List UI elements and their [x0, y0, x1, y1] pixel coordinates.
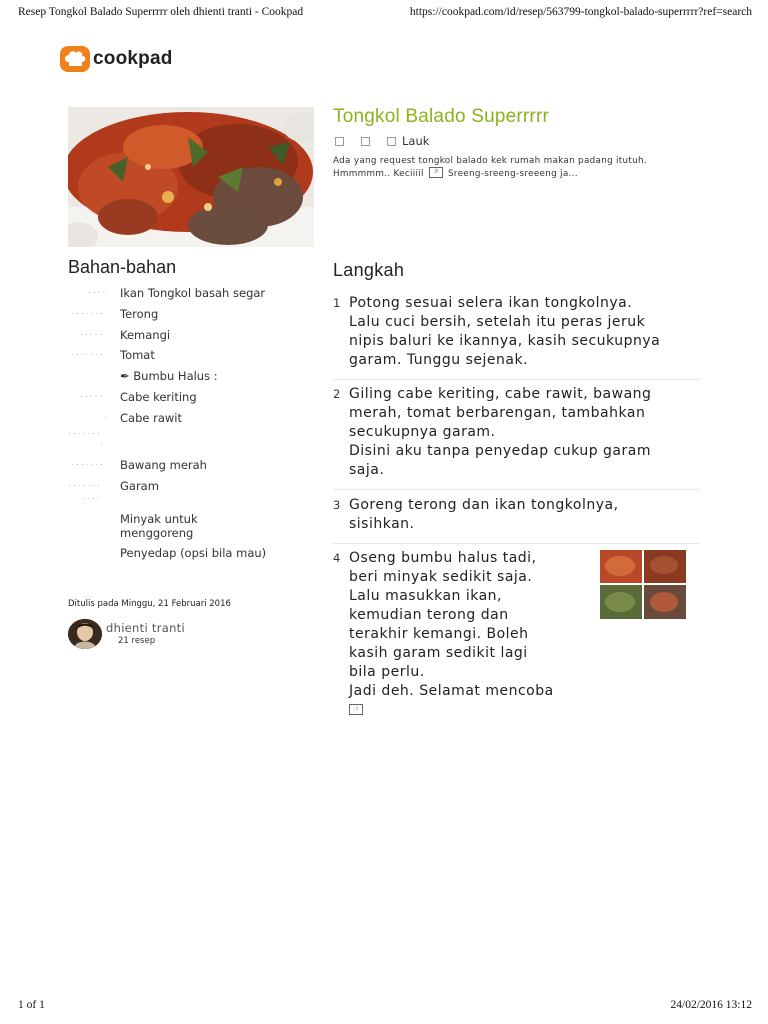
step-number: 1 — [333, 296, 341, 310]
recipe-title: Tongkol Balado Superrrrr — [333, 106, 550, 127]
step-divider — [333, 543, 700, 544]
print-header-title: Resep Tongkol Balado Superrrrr oleh dhienti tranti - Cookpad — [18, 6, 304, 18]
placeholder-glyph-icon — [361, 137, 370, 146]
placeholder-glyph-icon — [387, 137, 396, 146]
emoji-icon: :P — [429, 167, 443, 178]
print-footer-datetime: 24/02/2016 13:12 — [670, 999, 752, 1011]
recipe-description — [333, 155, 703, 181]
step-number: 3 — [333, 498, 341, 512]
recipe-category[interactable]: Lauk — [402, 134, 430, 148]
step-number: 2 — [333, 387, 341, 401]
recipe-description-part1: Ada yang request tongkol balado kek rumah makan padang itutuh. Hmmmmm.. Keciiiil — [333, 156, 648, 179]
emoji-icon: :) — [349, 704, 363, 715]
logo-text: cookpad — [93, 48, 173, 69]
steps-heading: Langkah — [333, 260, 405, 280]
recipe-description-part2: Sreeng-sreeng-sreeeng ja... — [447, 169, 578, 179]
avatar[interactable] — [68, 619, 102, 649]
cookpad-logo[interactable] — [60, 44, 173, 74]
step-number: 4 — [333, 551, 341, 565]
published-date: Ditulis pada Minggu, 21 Februari 2016 — [68, 599, 231, 609]
print-footer-page: 1 of 1 — [18, 999, 45, 1011]
step-text: Giling cabe keriting, cabe rawit, bawang merah, tomat berbarengan, tambahkan secukupnya garam. Disini aku tanpa penyedap cukup garam saja. — [349, 386, 652, 478]
step-divider — [333, 379, 700, 380]
step-text: Goreng terong dan ikan tongkolnya, sisihkan. — [349, 497, 619, 532]
author-name[interactable]: dhienti tranti — [106, 621, 185, 635]
placeholder-glyph-icon — [335, 137, 344, 146]
step-4-photo-collage[interactable] — [600, 550, 686, 619]
print-header — [18, 6, 752, 22]
step-text: Potong sesuai selera ikan tongkolnya. Lalu cuci bersih, setelah itu peras jeruk nipis baluri ke ikannya, kasih secukupnya garam. Tunggu sejenak. — [349, 295, 661, 368]
recipe-meta — [335, 134, 429, 148]
recipe-hero-image — [68, 107, 314, 247]
step-divider — [333, 489, 700, 490]
chef-hat-icon — [60, 45, 90, 73]
author-recipe-count: 21 resep — [118, 636, 156, 646]
print-footer — [18, 999, 752, 1015]
step-text: Oseng bumbu halus tadi, beri minyak sedikit saja. Lalu masukkan ikan, kemudian terong dan terakhir kemangi. Boleh kasih garam sedikit lagi bila perlu. Jadi deh. Selamat mencoba :) — [349, 549, 554, 720]
print-header-url: https://cookpad.com/id/resep/563799-tongkol-balado-superrrrr?ref=search — [409, 6, 752, 18]
ingredients-heading: Bahan-bahan — [68, 257, 177, 277]
